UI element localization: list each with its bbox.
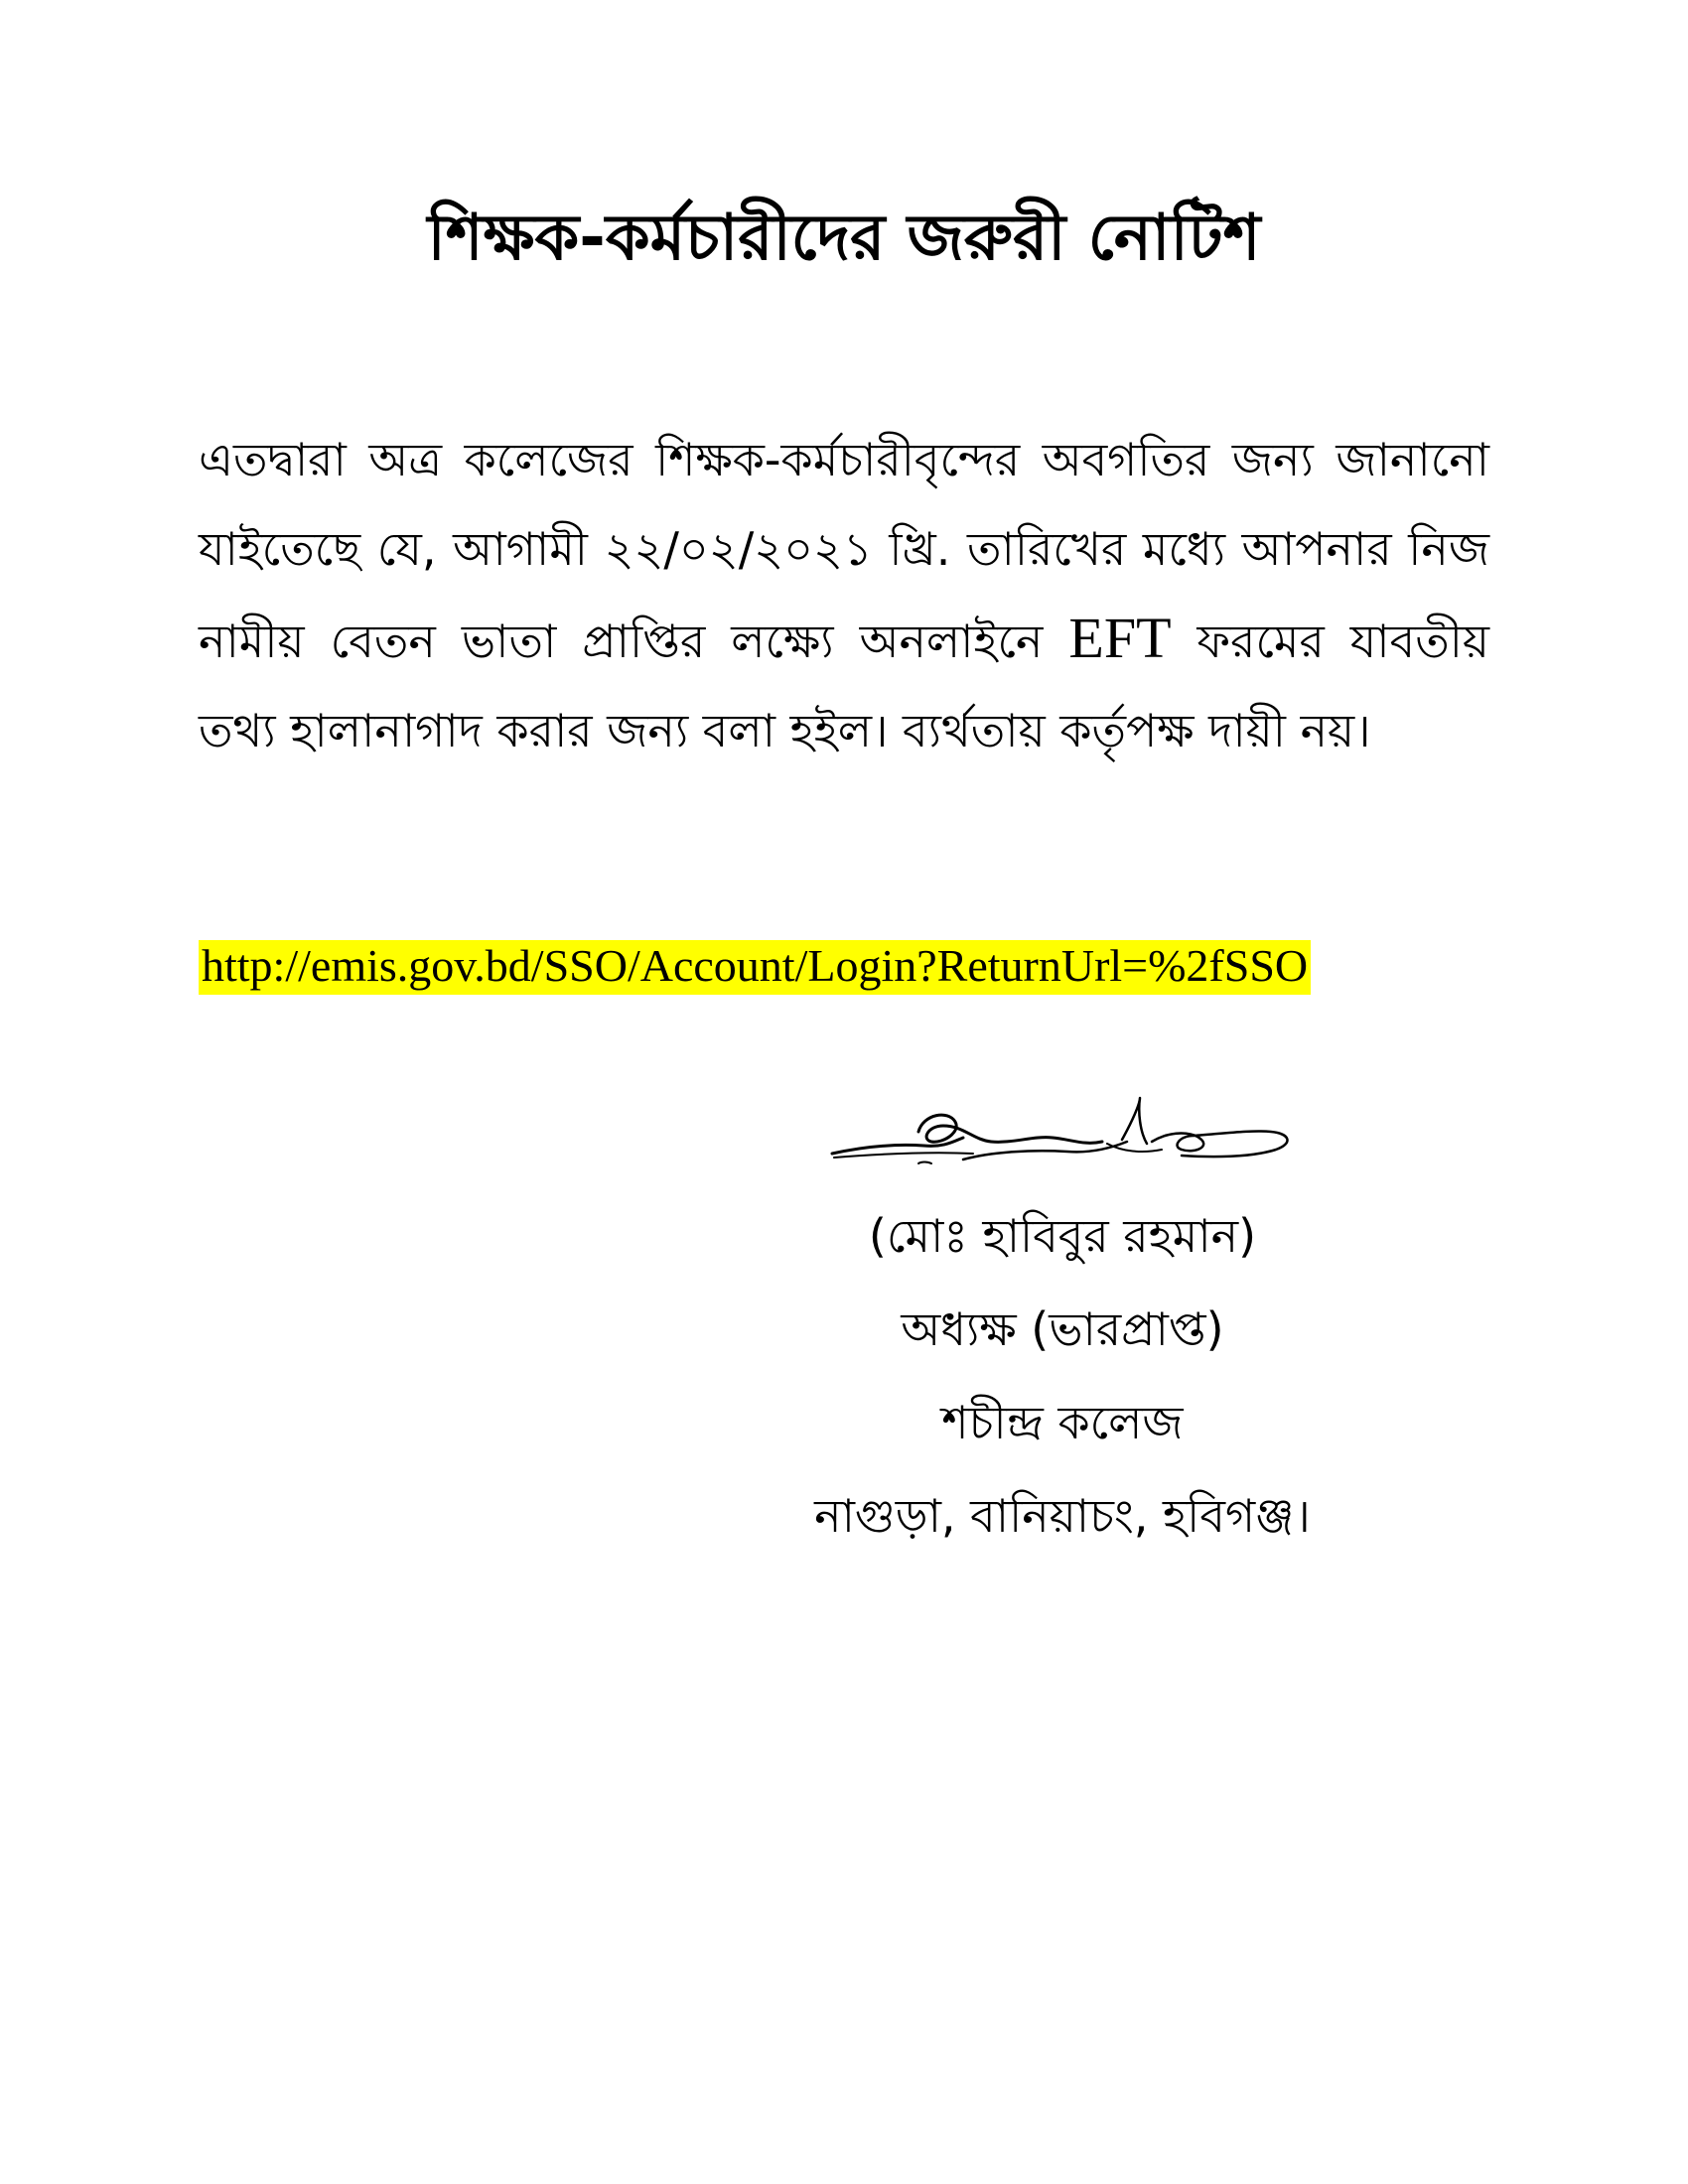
signatory-name: (মোঃ হাবিবুর রহমান) [868,1209,1257,1263]
signature-scribble-icon [824,1092,1301,1186]
emis-login-link[interactable]: http://emis.gov.bd/SSO/Account/Login?ReturnUrl=%2fSSO [199,940,1311,995]
notice-body-eft: EFT [1068,606,1172,670]
emis-url-line [199,936,1311,996]
signatory-block [715,1189,1410,1563]
notice-body-part1: এতদ্বারা অত্র কলেজের শিক্ষক-কর্মচারীবৃন্দের অবগতির জন্য জানানো যাইতেছে যে, আগামী ২২/০২/২০২১ খ্রি. তারিখের মধ্যে আপনার নিজ নামীয় বেতন ভাতা প্রাপ্তির লক্ষ্যে অনলাইনে [199,433,1489,668]
notice-body [199,415,1489,775]
signatory-designation: অধ্যক্ষ (ভারপ্রাপ্ত) [901,1302,1224,1356]
signature-image [824,1092,1301,1186]
notice-body-part2: ফরমের যাবতীয় তথ্য হালানাগাদ করার জন্য বলা হইল। ব্যর্থতায় কর্তৃপক্ষ দায়ী নয়। [199,614,1489,757]
notice-title: শিক্ষক-কর্মচারীদের জরুরী নোটিশ [427,202,1261,275]
signatory-institution: শচীন্দ্র কলেজ [941,1396,1184,1449]
signatory-address: নাগুড়া, বানিয়াচং, হবিগঞ্জ। [814,1489,1311,1543]
